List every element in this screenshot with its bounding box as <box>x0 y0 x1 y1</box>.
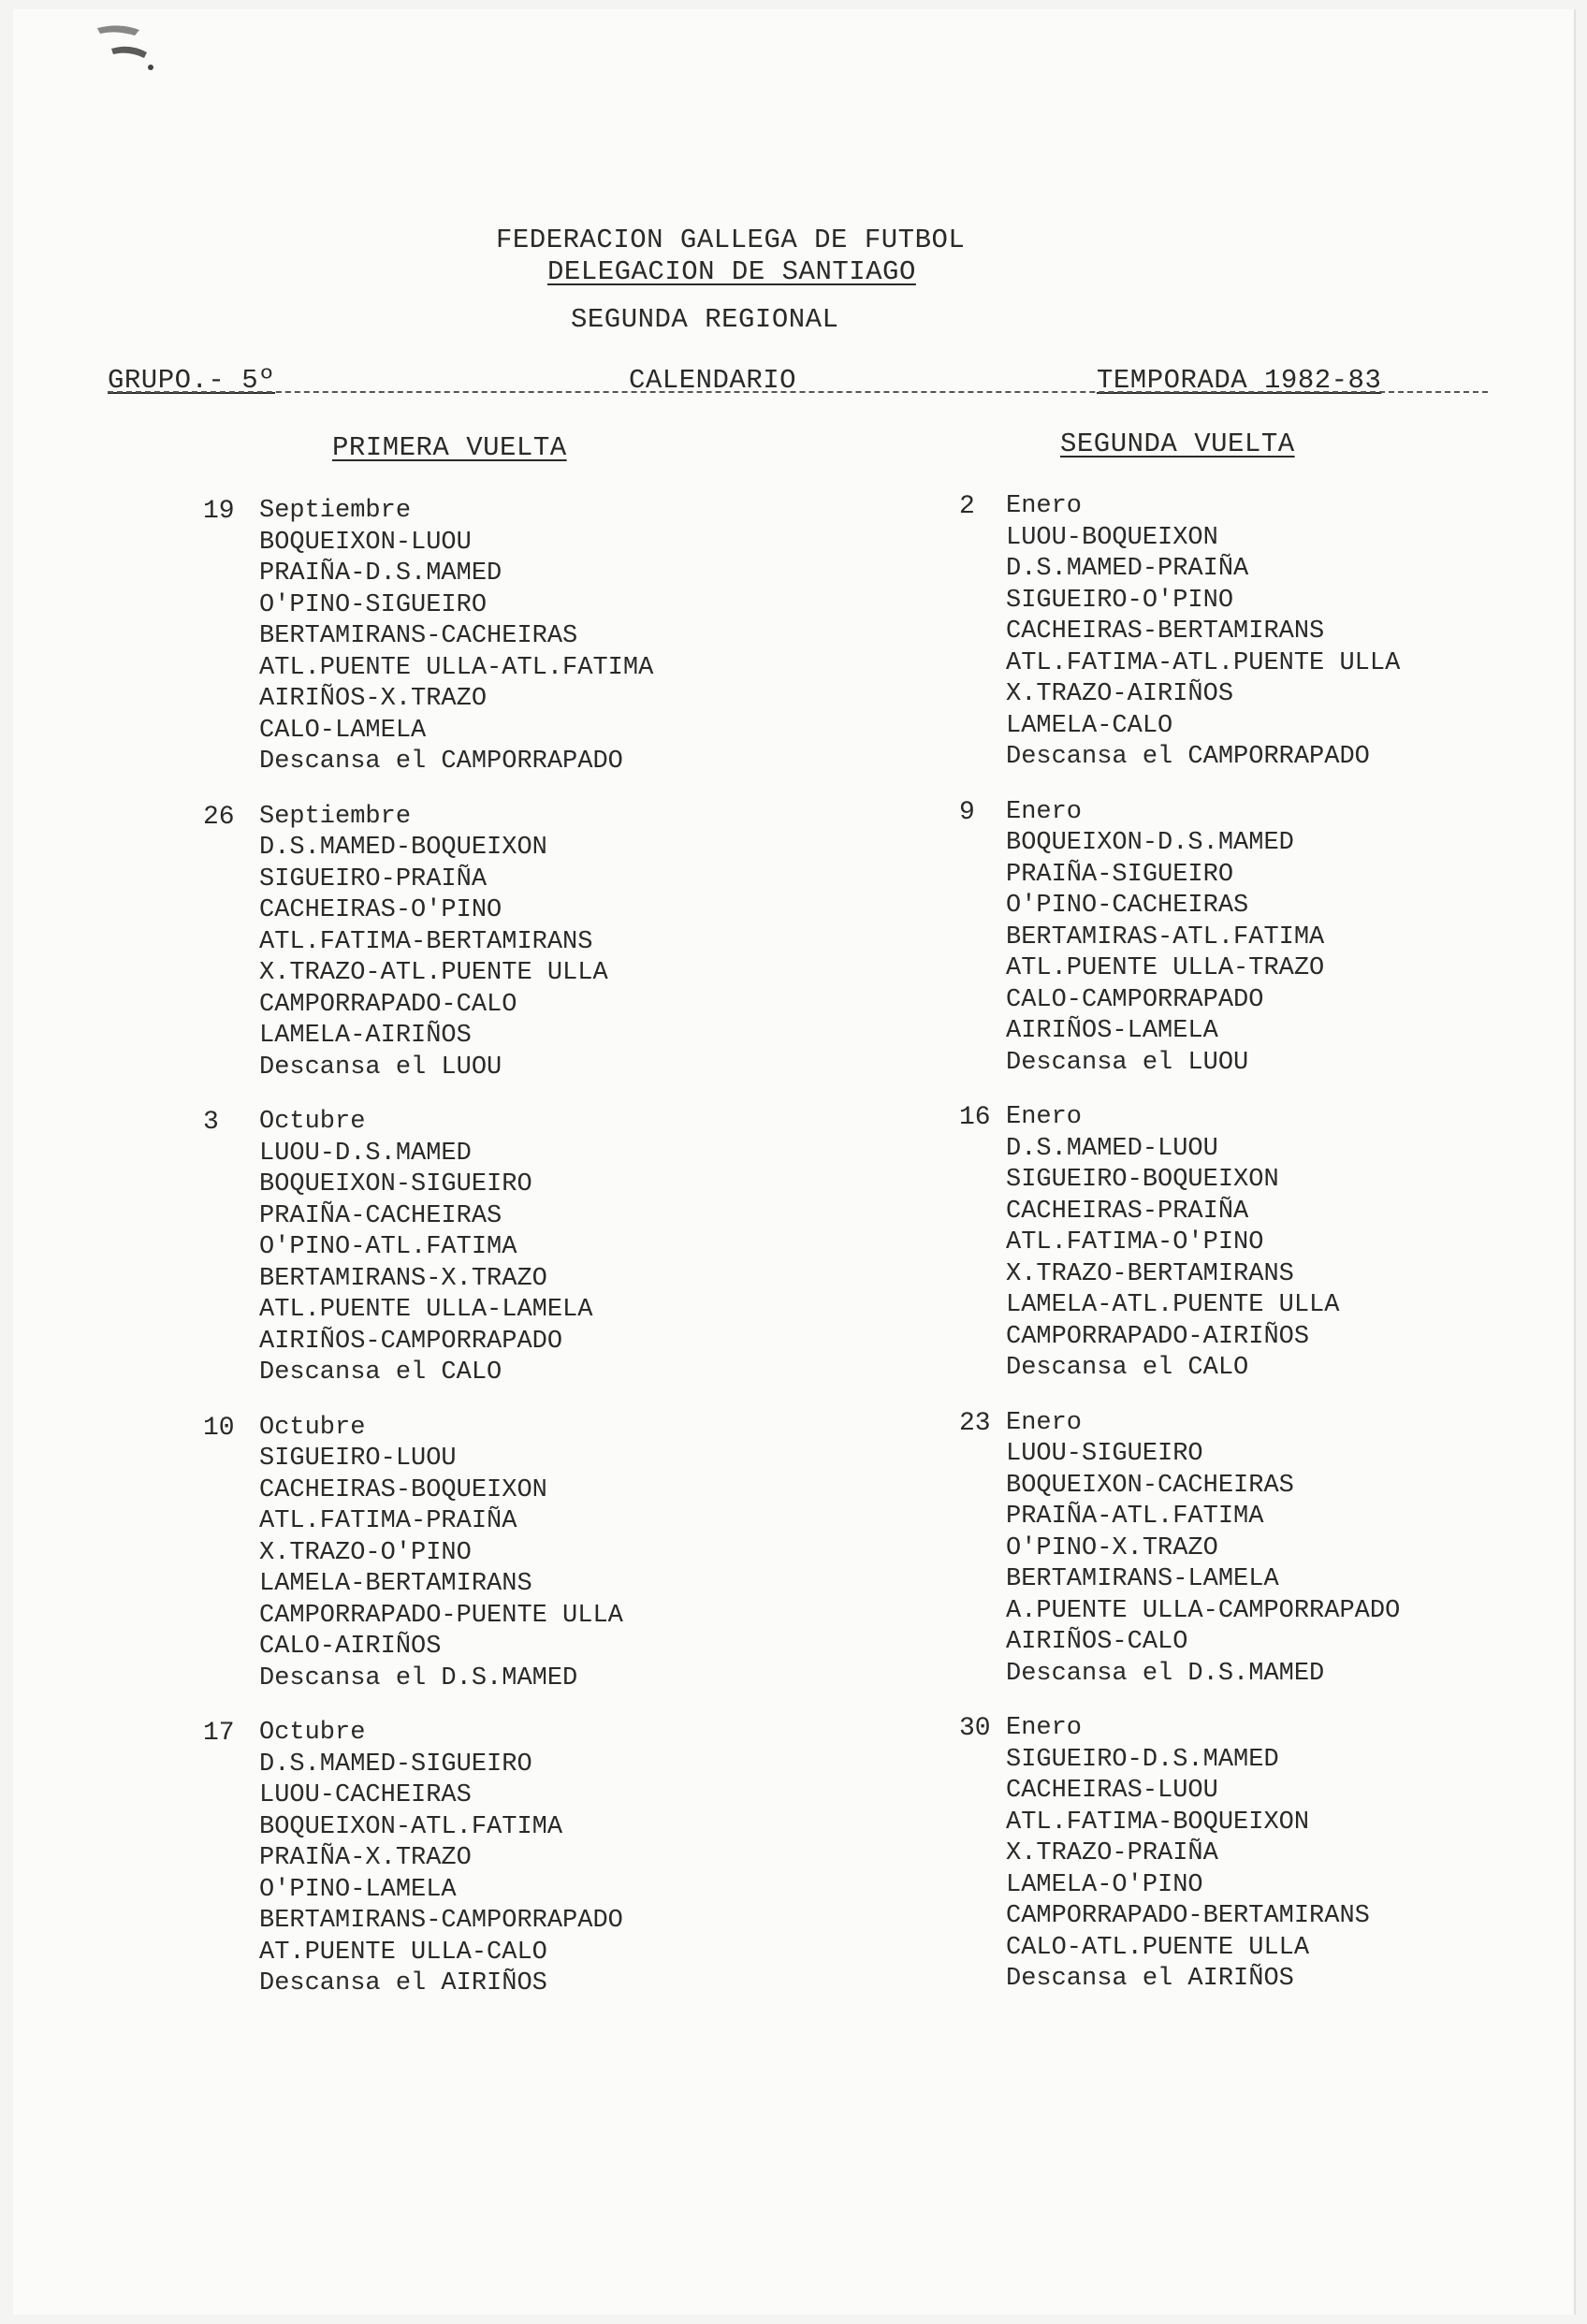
fixture-line: SIGUEIRO-BOQUEIXON <box>1006 1166 1279 1194</box>
matchday-block <box>203 1413 653 1695</box>
fixture-line: CAMPORRAPADO-BERTAMIRANS <box>1006 1902 1370 1930</box>
matchday-month: Octubre <box>259 1108 366 1136</box>
rest-team-line: Descansa el AIRIÑOS <box>1006 1965 1294 1993</box>
matchday-number: 10 <box>203 1413 235 1443</box>
matchday-block <box>203 1107 653 1389</box>
fixture-line: PRAIÑA-SIGUEIRO <box>1006 860 1234 889</box>
matchday-number: 19 <box>203 497 235 526</box>
fixture-line: O'PINO-ATL.FATIMA <box>259 1233 517 1261</box>
delegation-title: DELEGACION DE SANTIAGO <box>547 256 916 287</box>
fixture-line: CACHEIRAS-LUOU <box>1006 1777 1218 1805</box>
matchday-block <box>203 802 653 1084</box>
fixture-line: ATL.FATIMA-PRAIÑA <box>259 1507 517 1535</box>
fixture-line: BOQUEIXON-D.S.MAMED <box>1006 829 1294 857</box>
matchday-number: 9 <box>959 797 975 827</box>
rest-team-line: Descansa el CALO <box>259 1358 502 1387</box>
matchday-number: 2 <box>959 492 975 521</box>
group-label: GRUPO.- 5º <box>108 365 276 396</box>
matchday-number: 23 <box>959 1408 991 1438</box>
fixture-line: X.TRAZO-O'PINO <box>259 1538 472 1567</box>
fixture-line: O'PINO-SIGUEIRO <box>259 590 488 619</box>
fixture-line: LAMELA-ATL.PUENTE ULLA <box>1006 1291 1340 1319</box>
season-label: TEMPORADA 1982-83 <box>1097 365 1382 396</box>
matchday-month: Enero <box>1006 797 1083 826</box>
fixture-line: LUOU-SIGUEIRO <box>1006 1440 1203 1468</box>
fixture-line: ATL.FATIMA-BOQUEIXON <box>1006 1808 1310 1837</box>
fixture-line: X.TRAZO-ATL.PUENTE ULLA <box>259 959 608 987</box>
fixture-line: BOQUEIXON-SIGUEIRO <box>259 1170 532 1198</box>
fixture-line: CAMPORRAPADO-CALO <box>259 990 517 1019</box>
fixture-line: LAMELA-CALO <box>1006 711 1173 740</box>
matchday-month: Octubre <box>259 1719 366 1747</box>
rest-team-line: Descansa el CAMPORRAPADO <box>259 748 623 776</box>
division-title: SEGUNDA REGIONAL <box>571 304 839 335</box>
fixture-line: AIRIÑOS-CAMPORRAPADO <box>259 1327 563 1356</box>
first-round-heading: PRIMERA VUELTA <box>332 432 567 463</box>
rest-team-line: Descansa el D.S.MAMED <box>1006 1659 1325 1688</box>
header-rule <box>108 391 1488 393</box>
federation-title: FEDERACION GALLEGA DE FUTBOL <box>496 225 966 255</box>
fixture-line: LUOU-BOQUEIXON <box>1006 523 1218 552</box>
calendar-title: CALENDARIO <box>629 365 797 396</box>
matchday-number: 17 <box>203 1719 235 1748</box>
matchday-month: Octubre <box>259 1413 366 1442</box>
fixture-line: CACHEIRAS-BERTAMIRANS <box>1006 617 1325 646</box>
rest-team-line: Descansa el CALO <box>1006 1354 1249 1382</box>
fixture-line: PRAIÑA-CACHEIRAS <box>259 1201 502 1230</box>
fixture-line: AIRIÑOS-CALO <box>1006 1628 1188 1656</box>
fixture-line: PRAIÑA-X.TRAZO <box>259 1844 472 1872</box>
matchday-number: 16 <box>959 1103 991 1132</box>
fixture-line: AIRIÑOS-X.TRAZO <box>259 685 488 713</box>
matchday-number: 26 <box>203 802 235 832</box>
fixture-line: ATL.PUENTE ULLA-TRAZO <box>1006 954 1325 982</box>
fixture-line: LAMELA-O'PINO <box>1006 1870 1203 1899</box>
fixture-line: CAMPORRAPADO-PUENTE ULLA <box>259 1601 623 1630</box>
fixture-line: CALO-ATL.PUENTE ULLA <box>1006 1933 1310 1962</box>
rest-team-line: Descansa el D.S.MAMED <box>259 1663 578 1692</box>
fixture-line: LUOU-D.S.MAMED <box>259 1139 472 1168</box>
fixture-line: CALO-LAMELA <box>259 716 427 745</box>
fixture-line: A.PUENTE ULLA-CAMPORRAPADO <box>1006 1596 1401 1625</box>
fixture-line: SIGUEIRO-O'PINO <box>1006 586 1234 615</box>
fixture-line: AT.PUENTE ULLA-CALO <box>259 1938 547 1967</box>
matchday-month: Enero <box>1006 1714 1083 1742</box>
ink-smudge <box>93 21 186 86</box>
fixture-line: CACHEIRAS-BOQUEIXON <box>259 1475 547 1504</box>
fixture-line: SIGUEIRO-PRAIÑA <box>259 864 488 893</box>
fixture-line: AIRIÑOS-LAMELA <box>1006 1017 1218 1045</box>
rest-team-line: Descansa el AIRIÑOS <box>259 1969 547 1997</box>
fixture-line: D.S.MAMED-LUOU <box>1006 1134 1218 1163</box>
first-round-column <box>203 496 654 2024</box>
fixture-line: ATL.PUENTE ULLA-ATL.FATIMA <box>259 653 654 682</box>
matchday-month: Septiembre <box>259 497 412 525</box>
fixture-line: D.S.MAMED-PRAIÑA <box>1006 555 1249 583</box>
fixture-line: BOQUEIXON-ATL.FATIMA <box>259 1812 563 1841</box>
fixture-line: O'PINO-LAMELA <box>259 1875 457 1904</box>
fixture-line: O'PINO-CACHEIRAS <box>1006 892 1249 920</box>
fixture-line: SIGUEIRO-D.S.MAMED <box>1006 1745 1279 1774</box>
fixture-line: BERTAMIRANS-LAMELA <box>1006 1565 1279 1593</box>
matchday-block <box>959 1713 1400 1996</box>
fixture-line: BERTAMIRAS-ATL.FATIMA <box>1006 922 1325 951</box>
fixture-line: BOQUEIXON-LUOU <box>259 528 472 557</box>
matchday-block <box>959 1102 1400 1385</box>
matchday-month: Enero <box>1006 1103 1083 1131</box>
matchday-block <box>203 496 654 778</box>
fixture-line: X.TRAZO-PRAIÑA <box>1006 1839 1218 1867</box>
fixture-line: ATL.PUENTE ULLA-LAMELA <box>259 1296 593 1324</box>
fixture-line: BOQUEIXON-CACHEIRAS <box>1006 1471 1294 1500</box>
fixture-line: D.S.MAMED-SIGUEIRO <box>259 1750 532 1779</box>
fixture-line: BERTAMIRANS-X.TRAZO <box>259 1264 547 1293</box>
matchday-month: Enero <box>1006 492 1083 520</box>
matchday-number: 30 <box>959 1714 991 1743</box>
matchday-block <box>203 1718 653 2000</box>
matchday-block <box>959 1408 1401 1691</box>
fixture-line: CACHEIRAS-PRAIÑA <box>1006 1197 1249 1226</box>
fixture-line: SIGUEIRO-LUOU <box>259 1445 457 1473</box>
fixture-line: D.S.MAMED-BOQUEIXON <box>259 834 547 862</box>
fixture-line: ATL.FATIMA-ATL.PUENTE ULLA <box>1006 648 1401 677</box>
fixture-line: ATL.FATIMA-O'PINO <box>1006 1228 1264 1256</box>
fixture-line: O'PINO-X.TRAZO <box>1006 1533 1218 1562</box>
rest-team-line: Descansa el LUOU <box>1006 1048 1249 1077</box>
matchday-number: 3 <box>203 1108 219 1137</box>
fixture-line: X.TRAZO-BERTAMIRANS <box>1006 1259 1294 1288</box>
fixture-line: LAMELA-BERTAMIRANS <box>259 1570 532 1598</box>
fixture-line: PRAIÑA-ATL.FATIMA <box>1006 1503 1264 1531</box>
fixture-line: PRAIÑA-D.S.MAMED <box>259 559 502 588</box>
rest-team-line: Descansa el CAMPORRAPADO <box>1006 743 1370 771</box>
fixture-line: CACHEIRAS-O'PINO <box>259 896 502 924</box>
second-round-column <box>959 491 1401 2019</box>
fixture-line: LAMELA-AIRIÑOS <box>259 1022 472 1050</box>
fixture-line: CALO-CAMPORRAPADO <box>1006 985 1264 1014</box>
fixture-line: BERTAMIRANS-CAMPORRAPADO <box>259 1907 623 1935</box>
fixture-line: ATL.FATIMA-BERTAMIRANS <box>259 927 593 956</box>
fixture-line: X.TRAZO-AIRIÑOS <box>1006 680 1234 708</box>
fixture-line: BERTAMIRANS-CACHEIRAS <box>259 622 578 650</box>
fixture-line: CAMPORRAPADO-AIRIÑOS <box>1006 1322 1310 1351</box>
matchday-month: Septiembre <box>259 802 412 831</box>
second-round-heading: SEGUNDA VUELTA <box>1060 428 1295 459</box>
fixture-line: CALO-AIRIÑOS <box>259 1633 442 1661</box>
matchday-block <box>959 797 1400 1080</box>
fixture-line: LUOU-CACHEIRAS <box>259 1781 472 1809</box>
matchday-month: Enero <box>1006 1408 1083 1437</box>
matchday-block <box>959 491 1401 774</box>
rest-team-line: Descansa el LUOU <box>259 1053 502 1082</box>
